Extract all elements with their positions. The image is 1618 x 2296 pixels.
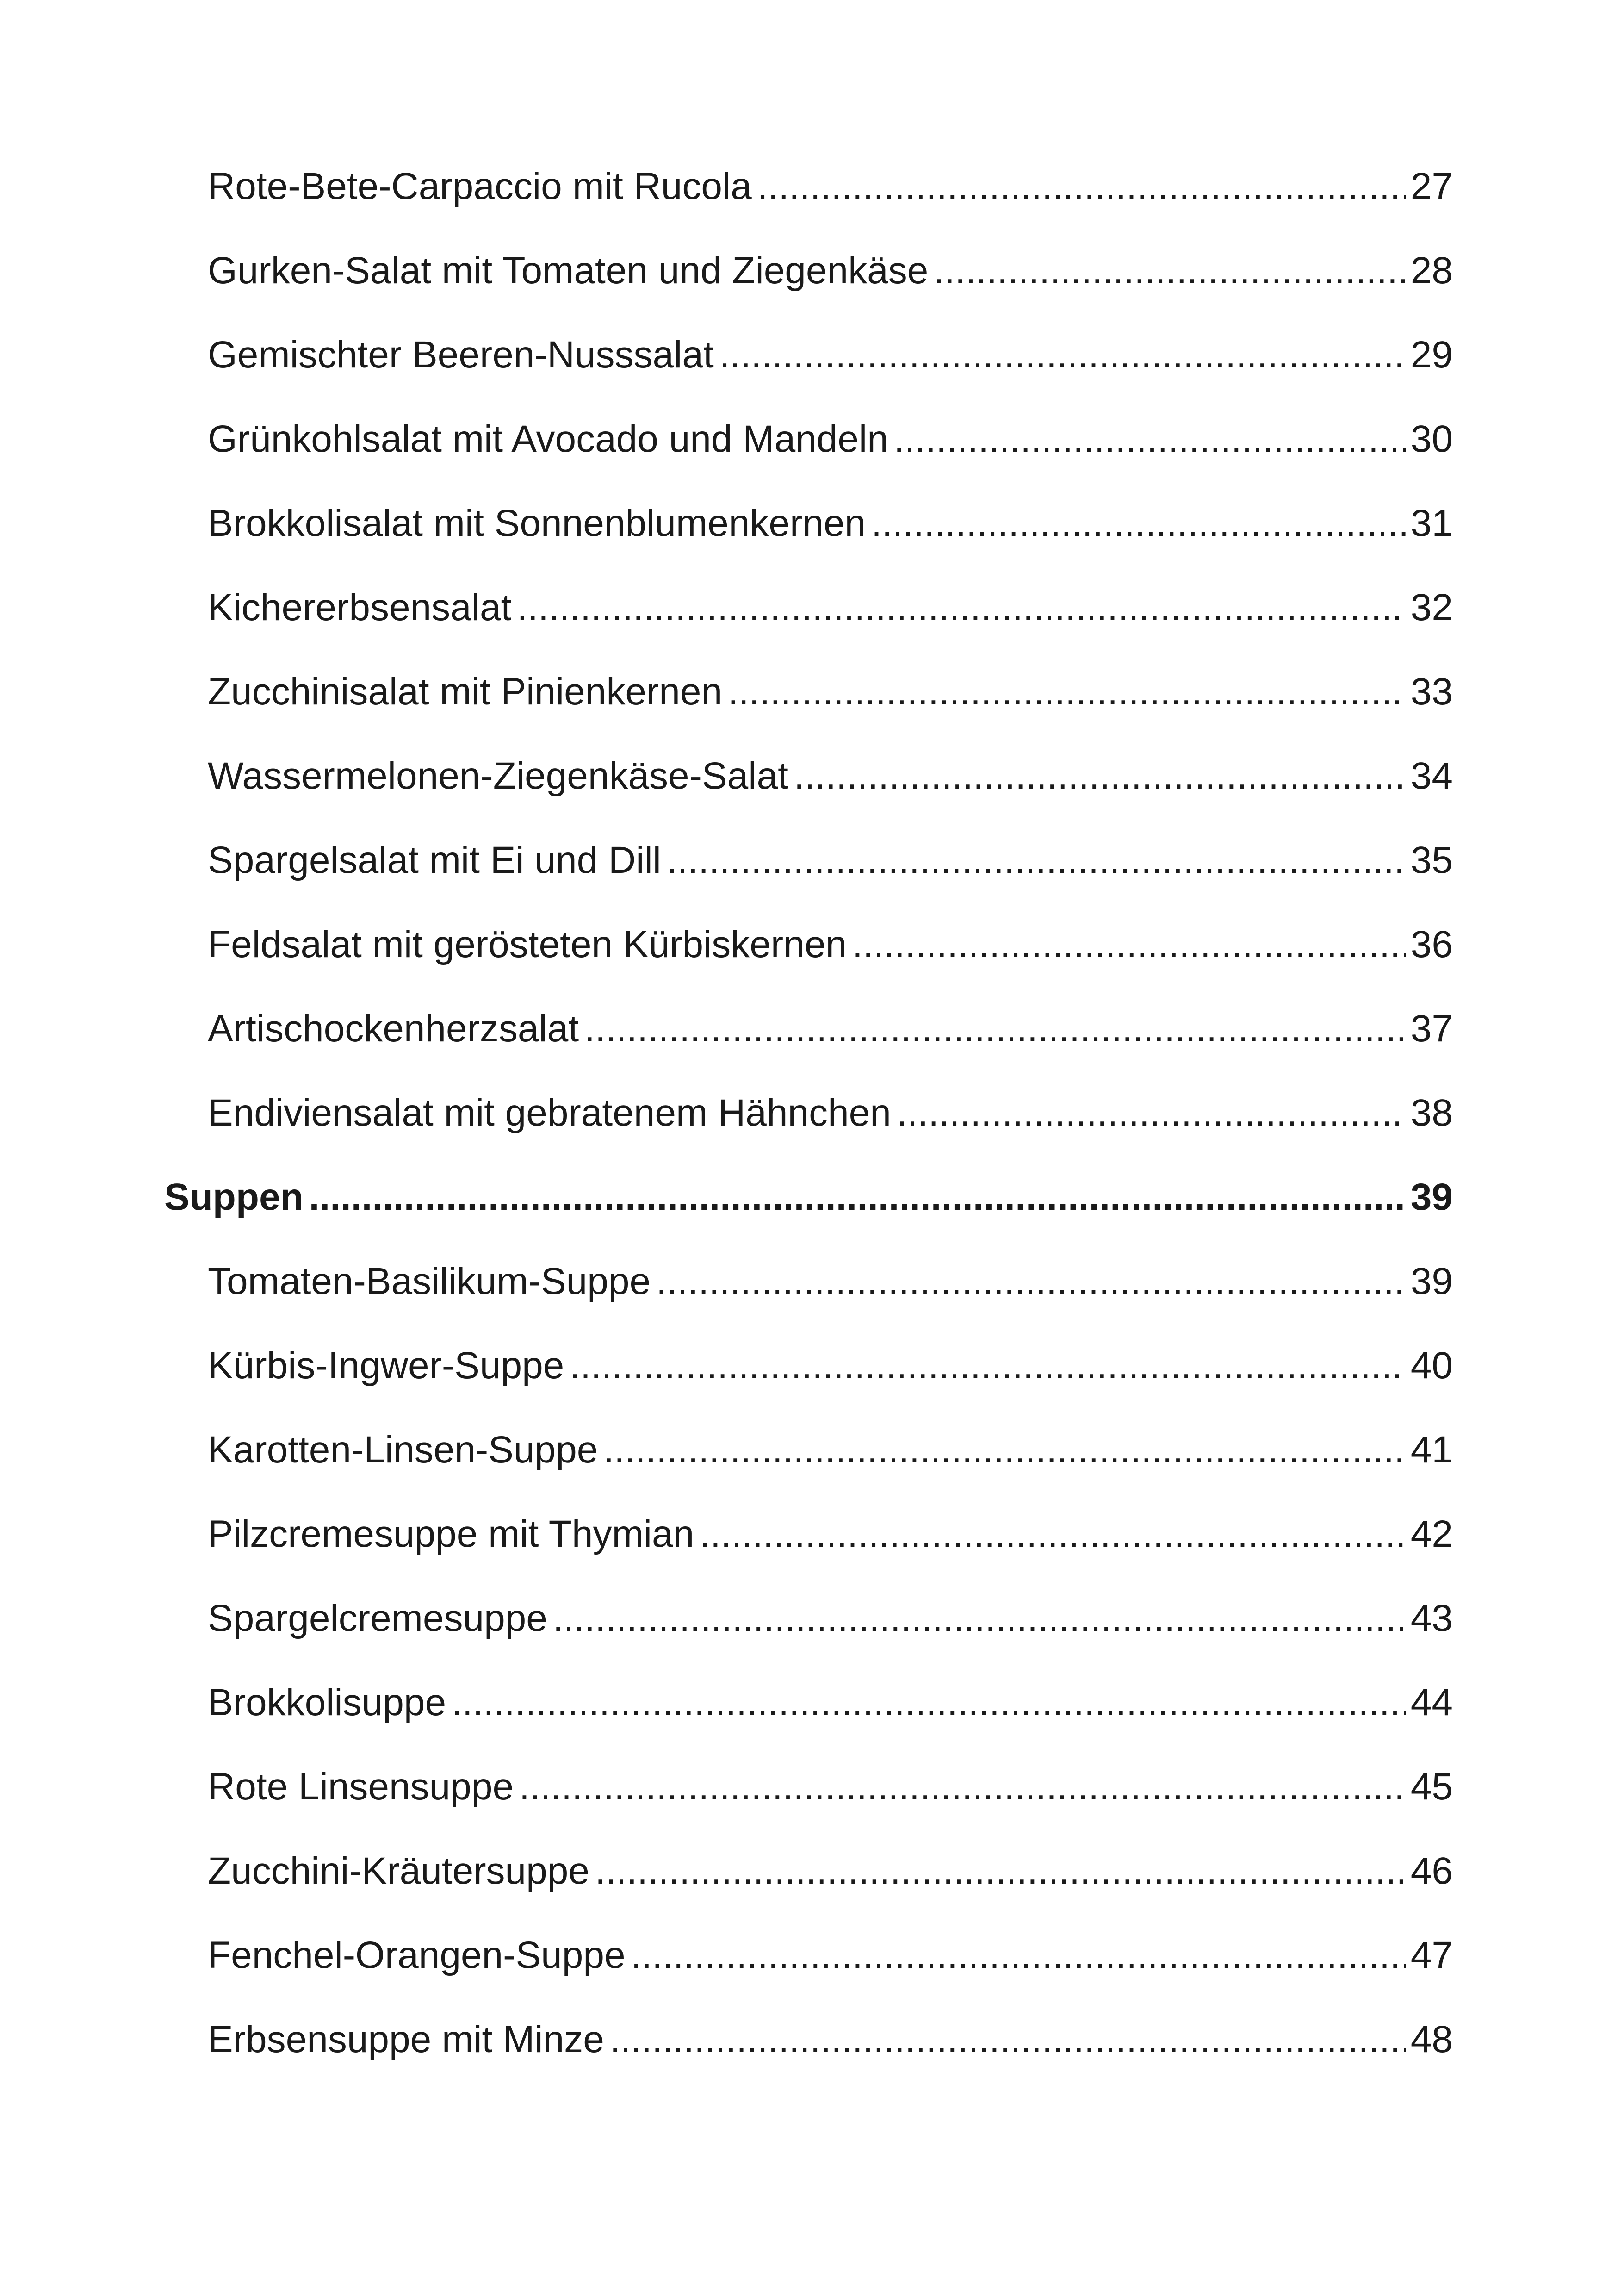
toc-entry[interactable] <box>164 1599 1453 1684</box>
toc-entry-title: Zucchini-Kräutersuppe <box>208 1850 589 1892</box>
toc-entry[interactable] <box>164 1936 1453 2021</box>
toc-dot-leader <box>309 1178 1406 1216</box>
toc-dot-leader <box>517 589 1406 627</box>
toc-dot-leader <box>852 926 1406 964</box>
toc-entry[interactable] <box>164 923 1453 1010</box>
toc-entry-title: Feldsalat mit gerösteten Kürbiskernen <box>208 923 847 965</box>
toc-entry[interactable] <box>164 1260 1453 1347</box>
toc-dot-leader <box>897 1094 1406 1132</box>
toc-page-number: 47 <box>1410 1934 1453 1976</box>
toc-entry[interactable] <box>164 165 1453 252</box>
toc-entry-title: Grünkohlsalat mit Avocado und Mandeln <box>208 418 888 460</box>
toc-page-number: 27 <box>1410 165 1453 207</box>
toc-dot-leader <box>584 1010 1406 1048</box>
toc-page-number: 35 <box>1410 839 1453 881</box>
toc-dot-leader <box>757 168 1406 205</box>
toc-entry[interactable] <box>164 1768 1453 1852</box>
toc-entry-title: Pilzcremesuppe mit Thymian <box>208 1513 694 1555</box>
toc-dot-leader <box>934 252 1406 290</box>
toc-entry[interactable] <box>164 586 1453 673</box>
toc-page-number: 29 <box>1410 334 1453 376</box>
toc-entry-title: Rote-Bete-Carpaccio mit Rucola <box>208 165 752 207</box>
table-of-contents <box>164 165 1453 2105</box>
toc-page-number: 38 <box>1410 1092 1453 1134</box>
toc-entry-title: Wassermelonen-Ziegenkäse-Salat <box>208 755 788 797</box>
toc-entry-title: Gurken-Salat mit Tomaten und Ziegenkäse <box>208 249 929 292</box>
toc-entry[interactable] <box>164 1852 1453 1936</box>
toc-dot-leader <box>631 1936 1406 1974</box>
toc-dot-leader <box>610 2021 1406 2059</box>
toc-dot-leader <box>719 336 1406 374</box>
toc-dot-leader <box>603 1431 1406 1469</box>
toc-entry[interactable] <box>164 1344 1453 1431</box>
toc-entry[interactable] <box>164 841 1453 926</box>
toc-dot-leader <box>871 504 1406 542</box>
toc-page-number: 45 <box>1410 1766 1453 1808</box>
toc-page-number: 42 <box>1410 1513 1453 1555</box>
toc-entry-title: Karotten-Linsen-Suppe <box>208 1429 598 1471</box>
toc-page-number: 30 <box>1410 418 1453 460</box>
toc-entry-title: Tomaten-Basilikum-Suppe <box>208 1260 651 1302</box>
toc-page-number: 48 <box>1410 2018 1453 2060</box>
toc-entry[interactable] <box>164 757 1453 841</box>
toc-dot-leader <box>700 1515 1406 1553</box>
toc-dot-leader <box>570 1347 1406 1385</box>
toc-entry[interactable] <box>164 2018 1453 2105</box>
toc-page-number: 36 <box>1410 923 1453 965</box>
toc-entry-title: Kürbis-Ingwer-Suppe <box>208 1344 564 1387</box>
toc-entry-title: Endiviensalat mit gebratenem Hähnchen <box>208 1092 891 1134</box>
toc-entry[interactable] <box>164 336 1453 420</box>
toc-page-number: 34 <box>1410 755 1453 797</box>
toc-entry[interactable] <box>164 504 1453 589</box>
toc-dot-leader <box>794 757 1406 795</box>
toc-entry-title: Fenchel-Orangen-Suppe <box>208 1934 626 1976</box>
toc-entry-title: Kichererbsensalat <box>208 586 512 628</box>
toc-entry-title: Artischockenherzsalat <box>208 1008 579 1050</box>
toc-page-number: 32 <box>1410 586 1453 628</box>
toc-entry-title: Spargelsalat mit Ei und Dill <box>208 839 661 881</box>
toc-dot-leader <box>894 420 1406 458</box>
toc-entry-title: Suppen <box>164 1176 304 1218</box>
toc-dot-leader <box>553 1599 1406 1637</box>
toc-entry[interactable] <box>164 1094 1453 1178</box>
toc-dot-leader <box>595 1852 1406 1890</box>
toc-entry[interactable] <box>164 1681 1453 1768</box>
toc-page-number: 41 <box>1410 1429 1453 1471</box>
toc-entry[interactable] <box>164 249 1453 336</box>
toc-entry-title: Brokkolisalat mit Sonnenblumenkernen <box>208 502 866 544</box>
toc-page-number: 28 <box>1410 249 1453 292</box>
toc-entry-title: Spargelcremesuppe <box>208 1597 547 1639</box>
toc-entry[interactable] <box>164 673 1453 757</box>
toc-entry[interactable] <box>164 1515 1453 1599</box>
toc-entry[interactable] <box>164 420 1453 504</box>
toc-page-number: 39 <box>1410 1260 1453 1302</box>
toc-dot-leader <box>728 673 1406 711</box>
toc-page-number: 31 <box>1410 502 1453 544</box>
toc-entry-title: Gemischter Beeren-Nusssalat <box>208 334 714 376</box>
toc-page-number: 44 <box>1410 1681 1453 1724</box>
toc-page-number: 37 <box>1410 1008 1453 1050</box>
toc-entry[interactable] <box>164 1431 1453 1515</box>
toc-entry-title: Rote Linsensuppe <box>208 1766 514 1808</box>
toc-entry[interactable] <box>164 1010 1453 1094</box>
toc-page-number: 33 <box>1410 671 1453 713</box>
toc-page-number: 46 <box>1410 1850 1453 1892</box>
toc-page-number: 39 <box>1410 1176 1453 1218</box>
toc-page-number: 40 <box>1410 1344 1453 1387</box>
toc-entry-title: Erbsensuppe mit Minze <box>208 2018 604 2060</box>
toc-page-number: 43 <box>1410 1597 1453 1639</box>
toc-dot-leader <box>519 1768 1406 1806</box>
toc-section-heading[interactable] <box>164 1178 1453 1263</box>
toc-entry-title: Brokkolisuppe <box>208 1681 446 1724</box>
toc-entry-title: Zucchinisalat mit Pinienkernen <box>208 671 723 713</box>
toc-dot-leader <box>656 1263 1406 1300</box>
toc-dot-leader <box>452 1684 1406 1722</box>
toc-dot-leader <box>667 841 1406 879</box>
